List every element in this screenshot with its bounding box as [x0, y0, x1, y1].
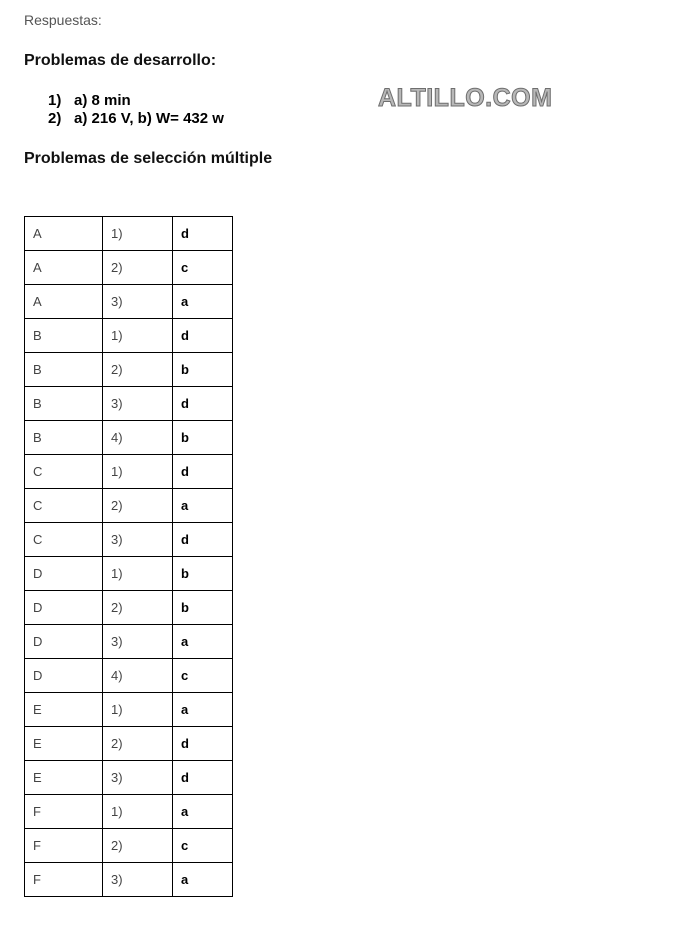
- section-cell: B: [25, 353, 103, 387]
- answer-cell: d: [173, 727, 233, 761]
- table-row: [25, 659, 233, 693]
- answer-cell: b: [173, 591, 233, 625]
- answer-cell: b: [173, 557, 233, 591]
- section-cell: D: [25, 659, 103, 693]
- answer-cell: d: [173, 387, 233, 421]
- table-row: [25, 285, 233, 319]
- section-cell: D: [25, 591, 103, 625]
- answers-table: [24, 216, 233, 897]
- table-row: [25, 557, 233, 591]
- answer-cell: b: [173, 353, 233, 387]
- answer-cell: a: [173, 795, 233, 829]
- answer-cell: d: [173, 761, 233, 795]
- development-answer-text: a) 216 V, b) W= 432 w: [74, 110, 224, 127]
- table-row: [25, 523, 233, 557]
- development-answer-1: [48, 92, 224, 110]
- question-number-cell: 1): [103, 455, 173, 489]
- answer-cell: c: [173, 251, 233, 285]
- table-row: [25, 693, 233, 727]
- question-number-cell: 2): [103, 353, 173, 387]
- table-row: [25, 387, 233, 421]
- table-row: [25, 353, 233, 387]
- section-cell: C: [25, 455, 103, 489]
- section-cell: E: [25, 761, 103, 795]
- question-number-cell: 3): [103, 387, 173, 421]
- answer-cell: b: [173, 421, 233, 455]
- section-cell: D: [25, 557, 103, 591]
- section-cell: E: [25, 727, 103, 761]
- table-row: [25, 591, 233, 625]
- answer-cell: d: [173, 455, 233, 489]
- section-cell: D: [25, 625, 103, 659]
- question-number-cell: 2): [103, 591, 173, 625]
- section-cell: A: [25, 285, 103, 319]
- question-number-cell: 3): [103, 523, 173, 557]
- question-number-cell: 1): [103, 795, 173, 829]
- development-answer-number: 1): [48, 92, 62, 109]
- table-row: [25, 761, 233, 795]
- answer-cell: a: [173, 625, 233, 659]
- table-row: [25, 829, 233, 863]
- answer-cell: a: [173, 285, 233, 319]
- development-answer-number: 2): [48, 110, 62, 127]
- answer-cell: d: [173, 217, 233, 251]
- multiple-choice-heading: Problemas de selección múltiple: [24, 150, 273, 167]
- section-cell: F: [25, 829, 103, 863]
- section-cell: E: [25, 693, 103, 727]
- table-row: [25, 251, 233, 285]
- question-number-cell: 3): [103, 285, 173, 319]
- question-number-cell: 4): [103, 659, 173, 693]
- table-row: [25, 727, 233, 761]
- question-number-cell: 1): [103, 319, 173, 353]
- question-number-cell: 2): [103, 727, 173, 761]
- answer-cell: d: [173, 523, 233, 557]
- answers-table-body: [25, 217, 233, 897]
- question-number-cell: 4): [103, 421, 173, 455]
- section-cell: B: [25, 421, 103, 455]
- question-number-cell: 2): [103, 251, 173, 285]
- table-row: [25, 625, 233, 659]
- table-row: [25, 421, 233, 455]
- section-cell: A: [25, 251, 103, 285]
- question-number-cell: 1): [103, 217, 173, 251]
- development-answer-2: [48, 110, 224, 128]
- question-number-cell: 1): [103, 557, 173, 591]
- development-heading: Problemas de desarrollo:: [24, 52, 217, 69]
- table-row: [25, 863, 233, 897]
- answer-cell: a: [173, 489, 233, 523]
- section-cell: B: [25, 319, 103, 353]
- section-cell: F: [25, 863, 103, 897]
- development-answer-text: a) 8 min: [74, 92, 131, 109]
- question-number-cell: 3): [103, 863, 173, 897]
- table-row: [25, 217, 233, 251]
- section-cell: C: [25, 489, 103, 523]
- table-row: [25, 455, 233, 489]
- question-number-cell: 3): [103, 625, 173, 659]
- development-answers-list: [48, 92, 224, 128]
- answer-cell: c: [173, 829, 233, 863]
- table-row: [25, 795, 233, 829]
- question-number-cell: 2): [103, 829, 173, 863]
- question-number-cell: 1): [103, 693, 173, 727]
- answer-cell: a: [173, 863, 233, 897]
- question-number-cell: 2): [103, 489, 173, 523]
- answer-cell: d: [173, 319, 233, 353]
- table-row: [25, 319, 233, 353]
- table-row: [25, 489, 233, 523]
- answer-cell: c: [173, 659, 233, 693]
- section-cell: C: [25, 523, 103, 557]
- question-number-cell: 3): [103, 761, 173, 795]
- section-cell: F: [25, 795, 103, 829]
- section-cell: B: [25, 387, 103, 421]
- section-cell: A: [25, 217, 103, 251]
- intro-label: Respuestas:: [24, 12, 102, 28]
- altillo-watermark: ALTILLO.COM: [378, 84, 553, 112]
- answer-cell: a: [173, 693, 233, 727]
